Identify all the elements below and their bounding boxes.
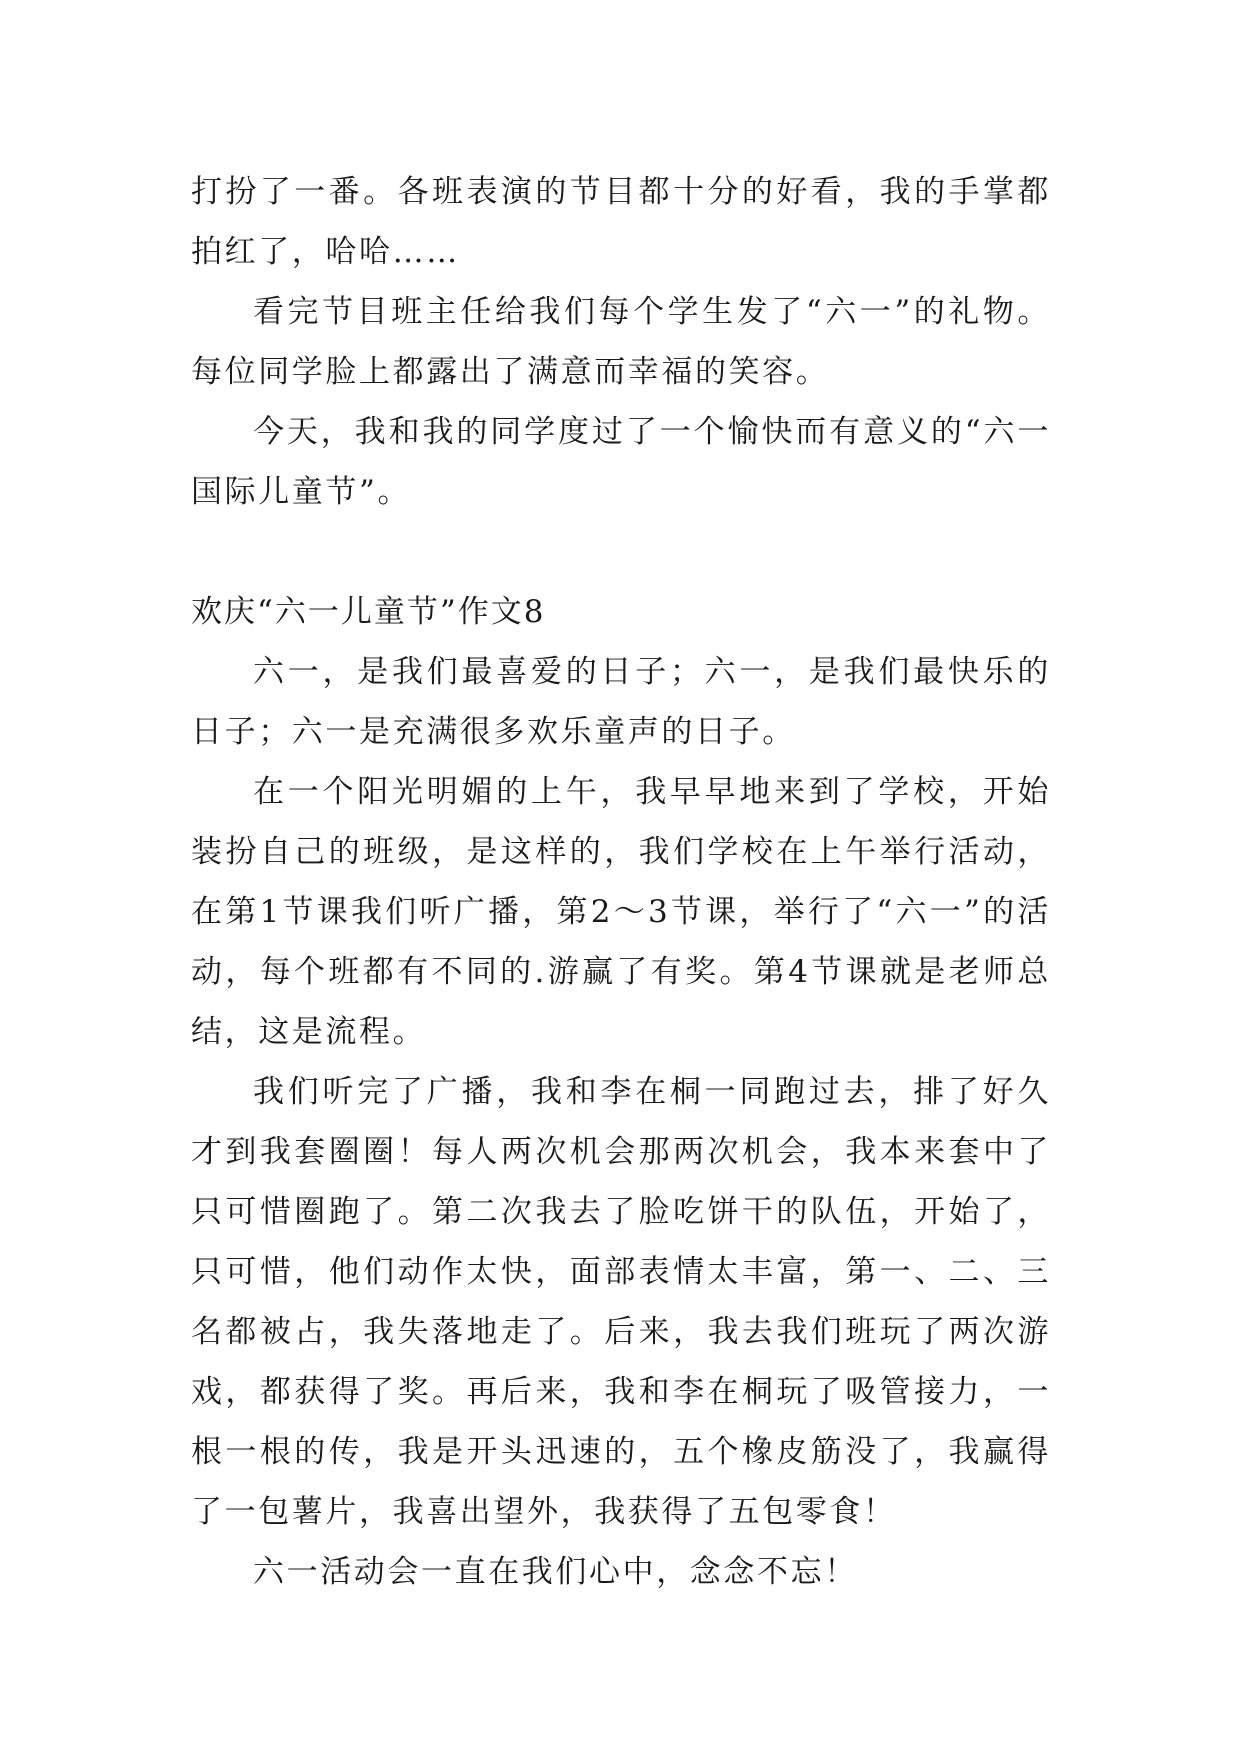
- paragraph: 六一活动会一直在我们心中，念念不忘！: [253, 1554, 858, 1590]
- paragraph: 在一个阳光明媚的上午，我早早地来到了学校，开始装扮自己的班级，是这样的，我们学校在上午举行活动，在第1节课我们听广播，第2～3节课，举行了“六一”的活动，每个班都有不同的.游赢了有奖。第4节课就是老师总结，这是流程。: [191, 774, 1051, 1050]
- paragraph: 看完节目班主任给我们每个学生发了“六一”的礼物。每位同学脸上都露出了满意而幸福的笑容。: [191, 294, 1051, 390]
- paragraph: 打扮了一番。各班表演的节目都十分的好看，我的手掌都拍红了，哈哈……: [191, 174, 1051, 270]
- paragraph: 我们听完了广播，我和李在桐一同跑过去，排了好久才到我套圈圈！每人两次机会那两次机会，我本来套中了只可惜圈跑了。第二次我去了脸吃饼干的队伍，开始了，只可惜，他们动作太快，面部表情太丰富，第一、二、三名都被占，我失落地走了。后来，我去我们班玩了两次游戏，都获得了奖。再后来，我和李在桐玩了吸管接力，一根一根的传，我是开头迅速的，五个橡皮筋没了，我赢得了一包薯片，我喜出望外，我获得了五包零食！: [191, 1074, 1051, 1530]
- paragraph: 今天，我和我的同学度过了一个愉快而有意义的“六一国际儿童节”。: [191, 414, 1051, 510]
- essay-heading: 欢庆“六一儿童节”作文8: [191, 594, 546, 630]
- paragraph: 六一，是我们最喜爱的日子；六一，是我们最快乐的日子；六一是充满很多欢乐童声的日子。: [191, 654, 1051, 750]
- document-body: [191, 162, 1051, 1602]
